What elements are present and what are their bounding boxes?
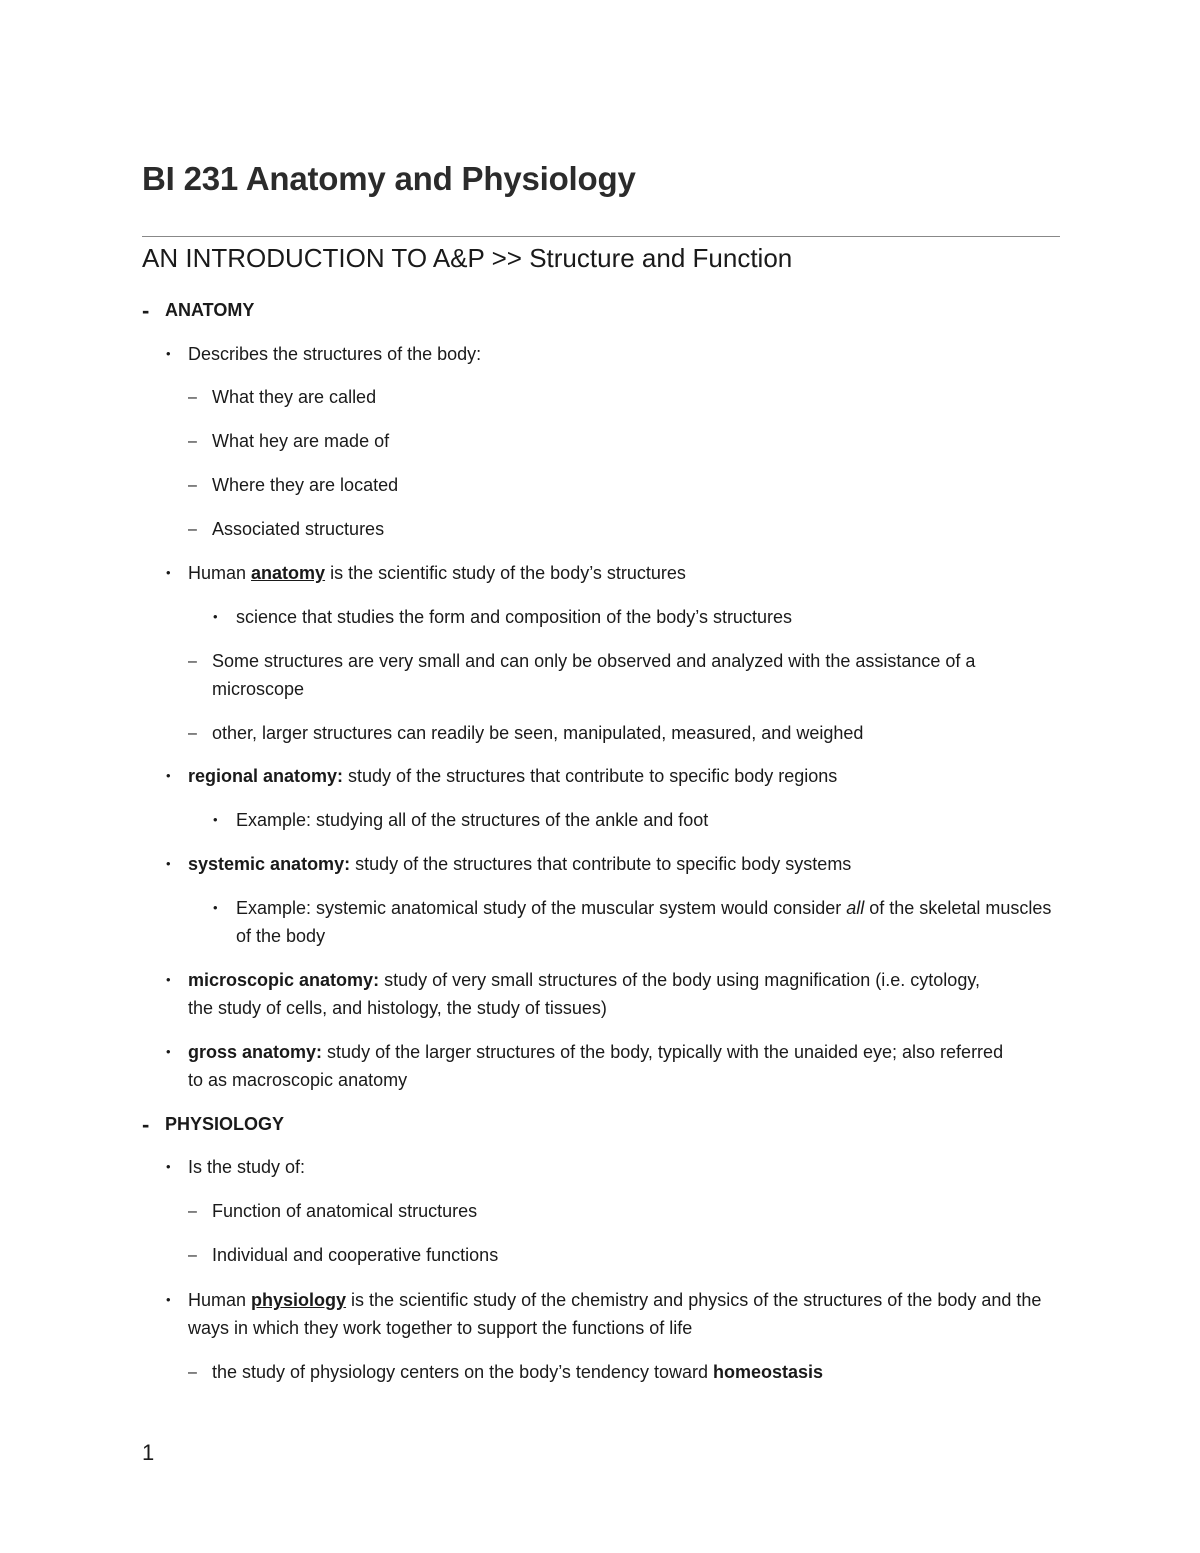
section-subtitle: AN INTRODUCTION TO A&P >> Structure and Function	[142, 243, 793, 273]
gross-anatomy-term: gross anatomy:	[188, 1042, 323, 1062]
dash-marker: –	[188, 653, 197, 670]
anatomy-describes-item-3: Where they are located	[212, 475, 399, 495]
anatomy-heading: ANATOMY	[165, 300, 255, 320]
microscopic-anatomy-definition	[188, 966, 993, 1022]
dash-marker: –	[188, 389, 197, 406]
homeostasis-term: homeostasis	[712, 1362, 824, 1382]
bullet-marker: •	[166, 768, 171, 783]
document-title: BI 231 Anatomy and Physiology	[142, 160, 636, 197]
text-run: the study of physiology centers on the body’s tendency toward	[212, 1362, 713, 1382]
text-run: Human	[188, 1290, 252, 1310]
dash-marker: –	[188, 521, 197, 538]
emphasis-all: all	[846, 898, 865, 918]
systemic-anatomy-example	[236, 894, 1066, 950]
bullet-marker: •	[213, 900, 218, 915]
physiology-item-1: Function of anatomical structures	[212, 1201, 478, 1221]
systemic-anatomy-term: systemic anatomy:	[188, 854, 351, 874]
human-physiology-definition	[188, 1286, 1063, 1342]
gross-anatomy-definition	[188, 1038, 1023, 1094]
anatomy-science-note: science that studies the form and composition of the body’s structures	[236, 607, 792, 627]
physiology-study-of: Is the study of:	[188, 1157, 306, 1177]
dash-marker: –	[188, 477, 197, 494]
heading-dash-marker: -	[142, 1112, 150, 1137]
physiology-item-2: Individual and cooperative functions	[212, 1245, 499, 1265]
text-run: Human	[188, 563, 252, 583]
regional-anatomy-term: regional anatomy:	[188, 766, 344, 786]
physiology-heading: PHYSIOLOGY	[165, 1114, 285, 1134]
dash-marker: –	[188, 433, 197, 450]
microscopic-anatomy-term: microscopic anatomy:	[188, 970, 380, 990]
title-divider	[142, 236, 1060, 237]
homeostasis-note	[212, 1358, 823, 1386]
text-run: Example: systemic anatomical study of the muscular system would consider	[236, 898, 847, 918]
anatomy-describes: Describes the structures of the body:	[188, 344, 482, 364]
bullet-marker: •	[166, 972, 171, 987]
text-run: study of the structures that contribute to specific body systems	[350, 854, 852, 874]
dash-marker: –	[188, 725, 197, 742]
dash-marker: –	[188, 1203, 197, 1220]
text-run: study of very small structures of the body using magnification (i.e. cytology, the study of cells, and histology, the study of tissues)	[188, 970, 980, 1018]
systemic-anatomy-definition	[188, 850, 851, 878]
text-run: is the scientific study of the chemistry and physics of the structures of the body and the ways in which they work together to support the functions of life	[188, 1290, 1042, 1338]
bullet-marker: •	[166, 1044, 171, 1059]
anatomy-term: anatomy	[251, 563, 326, 583]
text-run: of the skeletal muscles of the body	[236, 898, 1052, 946]
anatomy-describes-item-2: What hey are made of	[212, 431, 390, 451]
text-run: study of the larger structures of the body, typically with the unaided eye; also referred to as macroscopic anatomy	[188, 1042, 1004, 1090]
bullet-marker: •	[166, 1292, 171, 1307]
bullet-marker: •	[166, 856, 171, 871]
heading-dash-marker: -	[142, 298, 150, 323]
regional-anatomy-example: Example: studying all of the structures of the ankle and foot	[236, 810, 709, 830]
text-run: study of the structures that contribute to specific body regions	[343, 766, 838, 786]
physiology-term: physiology	[251, 1290, 347, 1310]
bullet-marker: •	[166, 565, 171, 580]
anatomy-small-structures: Some structures are very small and can only be observed and analyzed with the assistance of a microscope	[212, 651, 976, 699]
anatomy-describes-item-1: What they are called	[212, 387, 377, 407]
anatomy-larger-structures: other, larger structures can readily be seen, manipulated, measured, and weighed	[212, 723, 864, 743]
dash-marker: –	[188, 1247, 197, 1264]
anatomy-describes-item-4: Associated structures	[212, 519, 385, 539]
bullet-marker: •	[213, 812, 218, 827]
text-run: is the scientific study of the body’s structures	[325, 563, 686, 583]
human-anatomy-definition	[188, 559, 686, 587]
dash-marker: –	[188, 1364, 197, 1381]
bullet-marker: •	[166, 1159, 171, 1174]
regional-anatomy-definition	[188, 762, 837, 790]
bullet-marker: •	[166, 346, 171, 361]
bullet-marker: •	[213, 609, 218, 624]
page-number: 1	[142, 1440, 155, 1465]
